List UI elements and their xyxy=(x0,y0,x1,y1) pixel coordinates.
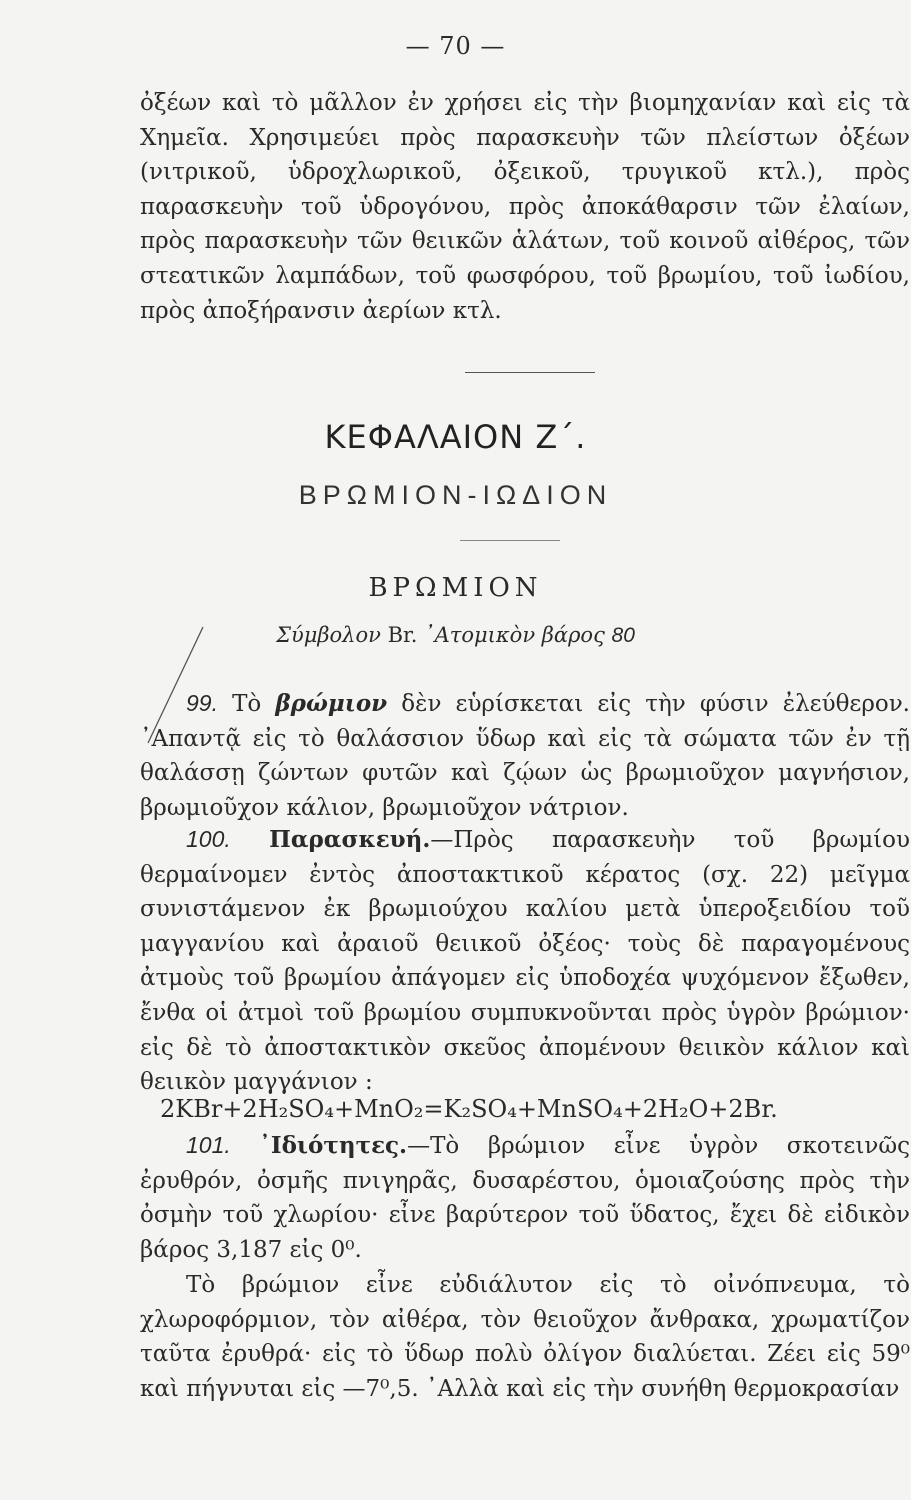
para99-number: 99. xyxy=(186,690,218,716)
chemical-equation: 2KBr+2H₂SO₄+MnO₂=K₂SO₄+MnSO₄+2H₂O+2Br. xyxy=(160,1095,778,1123)
intro-paragraph xyxy=(140,86,910,328)
para100-term: Παρασκευή. xyxy=(269,826,431,853)
paragraph-100 xyxy=(140,822,910,1100)
chapter-title: ΚΕΦΑΛΑΙΟΝ Ζ΄. xyxy=(324,418,587,456)
para101-term: ᾿Ιδιότητες. xyxy=(259,1132,408,1159)
symbol-line xyxy=(0,623,911,648)
divider-middle xyxy=(460,540,560,541)
section-title: ΒΡΩΜΙΟΝ xyxy=(368,573,543,603)
chapter-subtitle: ΒΡΩΜΙΟΝ-ΙΩΔΙΟΝ xyxy=(298,480,613,510)
weight-label: ᾿Ατομικὸν βάρος xyxy=(424,623,605,647)
final-paragraph xyxy=(140,1268,910,1406)
weight-value: 80 xyxy=(611,624,635,647)
para100-number: 100. xyxy=(186,826,231,852)
para100-text: —Πρὸς παρασκευὴν τοῦ βρωμίου θερμαίνομεν ἐντὸς ἀποστακτικοῦ κέρατος (σχ. 22) μεῖγμα συνιστάμενον ἐκ βρωμιούχου καλίου μετὰ ὑπεροξειδίου τοῦ μαγγανίου καὶ ἀραιοῦ θειικοῦ ὀξέος· τοὺς δὲ παραγομένους ἀτμοὺς τοῦ βρωμίου ἀπάγομεν εἰς ὑποδοχέα ψυχόμενον ἔξωθεν, ἔνθα οἱ ἀτμοὶ τοῦ βρωμίου συμπυκνοῦνται πρὸς ὑγρὸν βρώμιον· εἰς δὲ τὸ ἀποστακτικὸν σκεῦος ἀπομένουν θειικὸν κάλιον καὶ θειικὸν μαγγάνιον : xyxy=(140,827,910,1096)
page-number: — 70 — xyxy=(405,32,506,60)
symbol-label: Σύμβολον xyxy=(276,623,381,647)
intro-text: ὀξέων καὶ τὸ μᾶλλον ἐν χρήσει εἰς τὴν βιομηχανίαν καὶ εἰς τὰ Χημεῖα. Χρησιμεύει πρὸς παρασκευὴν τῶν πλείστων ὀξέων (νιτρικοῦ, ὑδροχλωρικοῦ, ὀξεικοῦ, τρυγικοῦ κτλ.), πρὸς παρασκευὴν τοῦ ὑδρογόνου, πρὸς ἀποκάθαρσιν τῶν ἐλαίων, πρὸς παρασκευὴν τῶν θειικῶν ἁλάτων, τοῦ κοινοῦ αἰθέρος, τῶν στεατικῶν λαμπάδων, τοῦ φωσφόρου, τοῦ βρωμίου, τοῦ ἰωδίου, πρὸς ἀποξήρανσιν ἀερίων κτλ. xyxy=(140,90,910,324)
paragraph-99 xyxy=(140,686,910,825)
symbol-value: Br. xyxy=(387,623,418,647)
para99-lead: Τὸ xyxy=(232,691,262,717)
final-text: Τὸ βρώμιον εἶνε εὐδιάλυτον εἰς τὸ οἰνόπνευμα, τὸ χλωροφόρμιον, τὸν αἰθέρα, τὸν θειοῦχον ἄνθρακα, χρωματίζον ταῦτα ἐρυθρά· εἰς τὸ ὕδωρ πολὺ ὀλίγον διαλύεται. Ζέει εἰς 59⁰ καὶ πήγνυται εἰς —7⁰,5. ᾿Αλλὰ καὶ εἰς τὴν συνήθη θερμοκρασίαν xyxy=(140,1272,910,1402)
divider-top xyxy=(465,372,595,373)
para101-text: —Τὸ βρώμιον εἶνε ὑγρὸν σκοτεινῶς ἐρυθρόν, ὀσμῆς πνιγηρᾶς, δυσαρέστου, ὁμοιαζούσης πρὸς τὴν ὀσμὴν τοῦ χλωρίου· εἶνε βαρύτερον τοῦ ὕδατος, ἔχει δὲ εἰδικὸν βάρος 3,187 εἰς 0⁰. xyxy=(140,1133,910,1263)
para99-text: δὲν εὑρίσκεται εἰς τὴν φύσιν ἐλεύθερον. ᾿Απαντᾷ εἰς τὸ θαλάσσιον ὕδωρ καὶ εἰς τὰ σώματα τῶν ἐν τῇ θαλάσσῃ ζώντων φυτῶν καὶ ζῴων ὡς βρωμιοῦχον μαγνήσιον, βρωμιοῦχον κάλιον, βρωμιοῦχον νάτριον. xyxy=(140,691,910,821)
paragraph-101 xyxy=(140,1128,910,1267)
para99-term: βρώμιον xyxy=(275,690,388,717)
para101-number: 101. xyxy=(186,1132,231,1158)
